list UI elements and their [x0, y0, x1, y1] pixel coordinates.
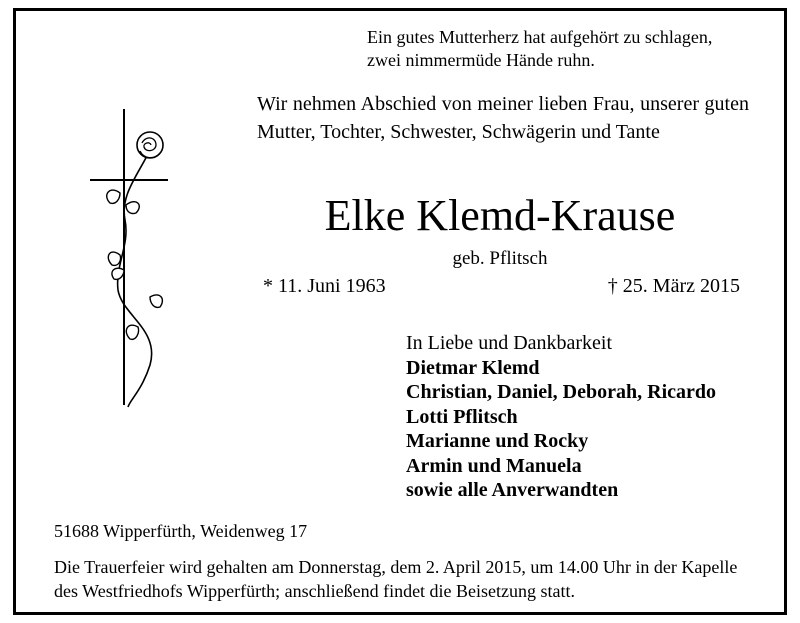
- birth-date: * 11. Juni 1963: [263, 275, 386, 297]
- address: 51688 Wipperfürth, Weidenweg 17: [54, 521, 308, 541]
- mourner-name: Marianne und Rocky: [406, 430, 589, 452]
- mourner-name: Armin und Manuela: [406, 454, 582, 477]
- mourners-intro: In Liebe und Dankbarkeit: [406, 332, 613, 354]
- mourner-name: Dietmar Klemd: [406, 356, 540, 379]
- mourner-name: Lotti Pflitsch: [406, 405, 518, 428]
- motto: [367, 26, 712, 72]
- cross-with-rose-icon: [80, 105, 190, 415]
- deceased-name: Elke Klemd-Krause: [324, 191, 676, 240]
- funeral-service-notice: Die Trauerfeier wird gehalten am Donnerstag, dem 2. April 2015, um 14.00 Uhr in der Kapelle des Westfriedhofs Wipperfürth; anschließend findet die Beisetzung statt.: [54, 557, 738, 601]
- mourner-name: sowie alle Anverwandten: [406, 479, 619, 501]
- mourner-name: Christian, Daniel, Deborah, Ricardo: [406, 381, 716, 403]
- motto-line-1: Ein gutes Mutterherz hat aufgehört zu schlagen,: [367, 27, 713, 47]
- intro-text: Wir nehmen Abschied von meiner lieben Frau, unserer guten Mutter, Tochter, Schwester, Schwägerin und Tante: [257, 93, 749, 143]
- mourners-block: [406, 331, 716, 503]
- motto-line-2: zwei nimmermüde Hände ruhn.: [367, 50, 595, 70]
- maiden-name: geb. Pflitsch: [452, 248, 548, 269]
- death-date: † 25. März 2015: [607, 275, 740, 297]
